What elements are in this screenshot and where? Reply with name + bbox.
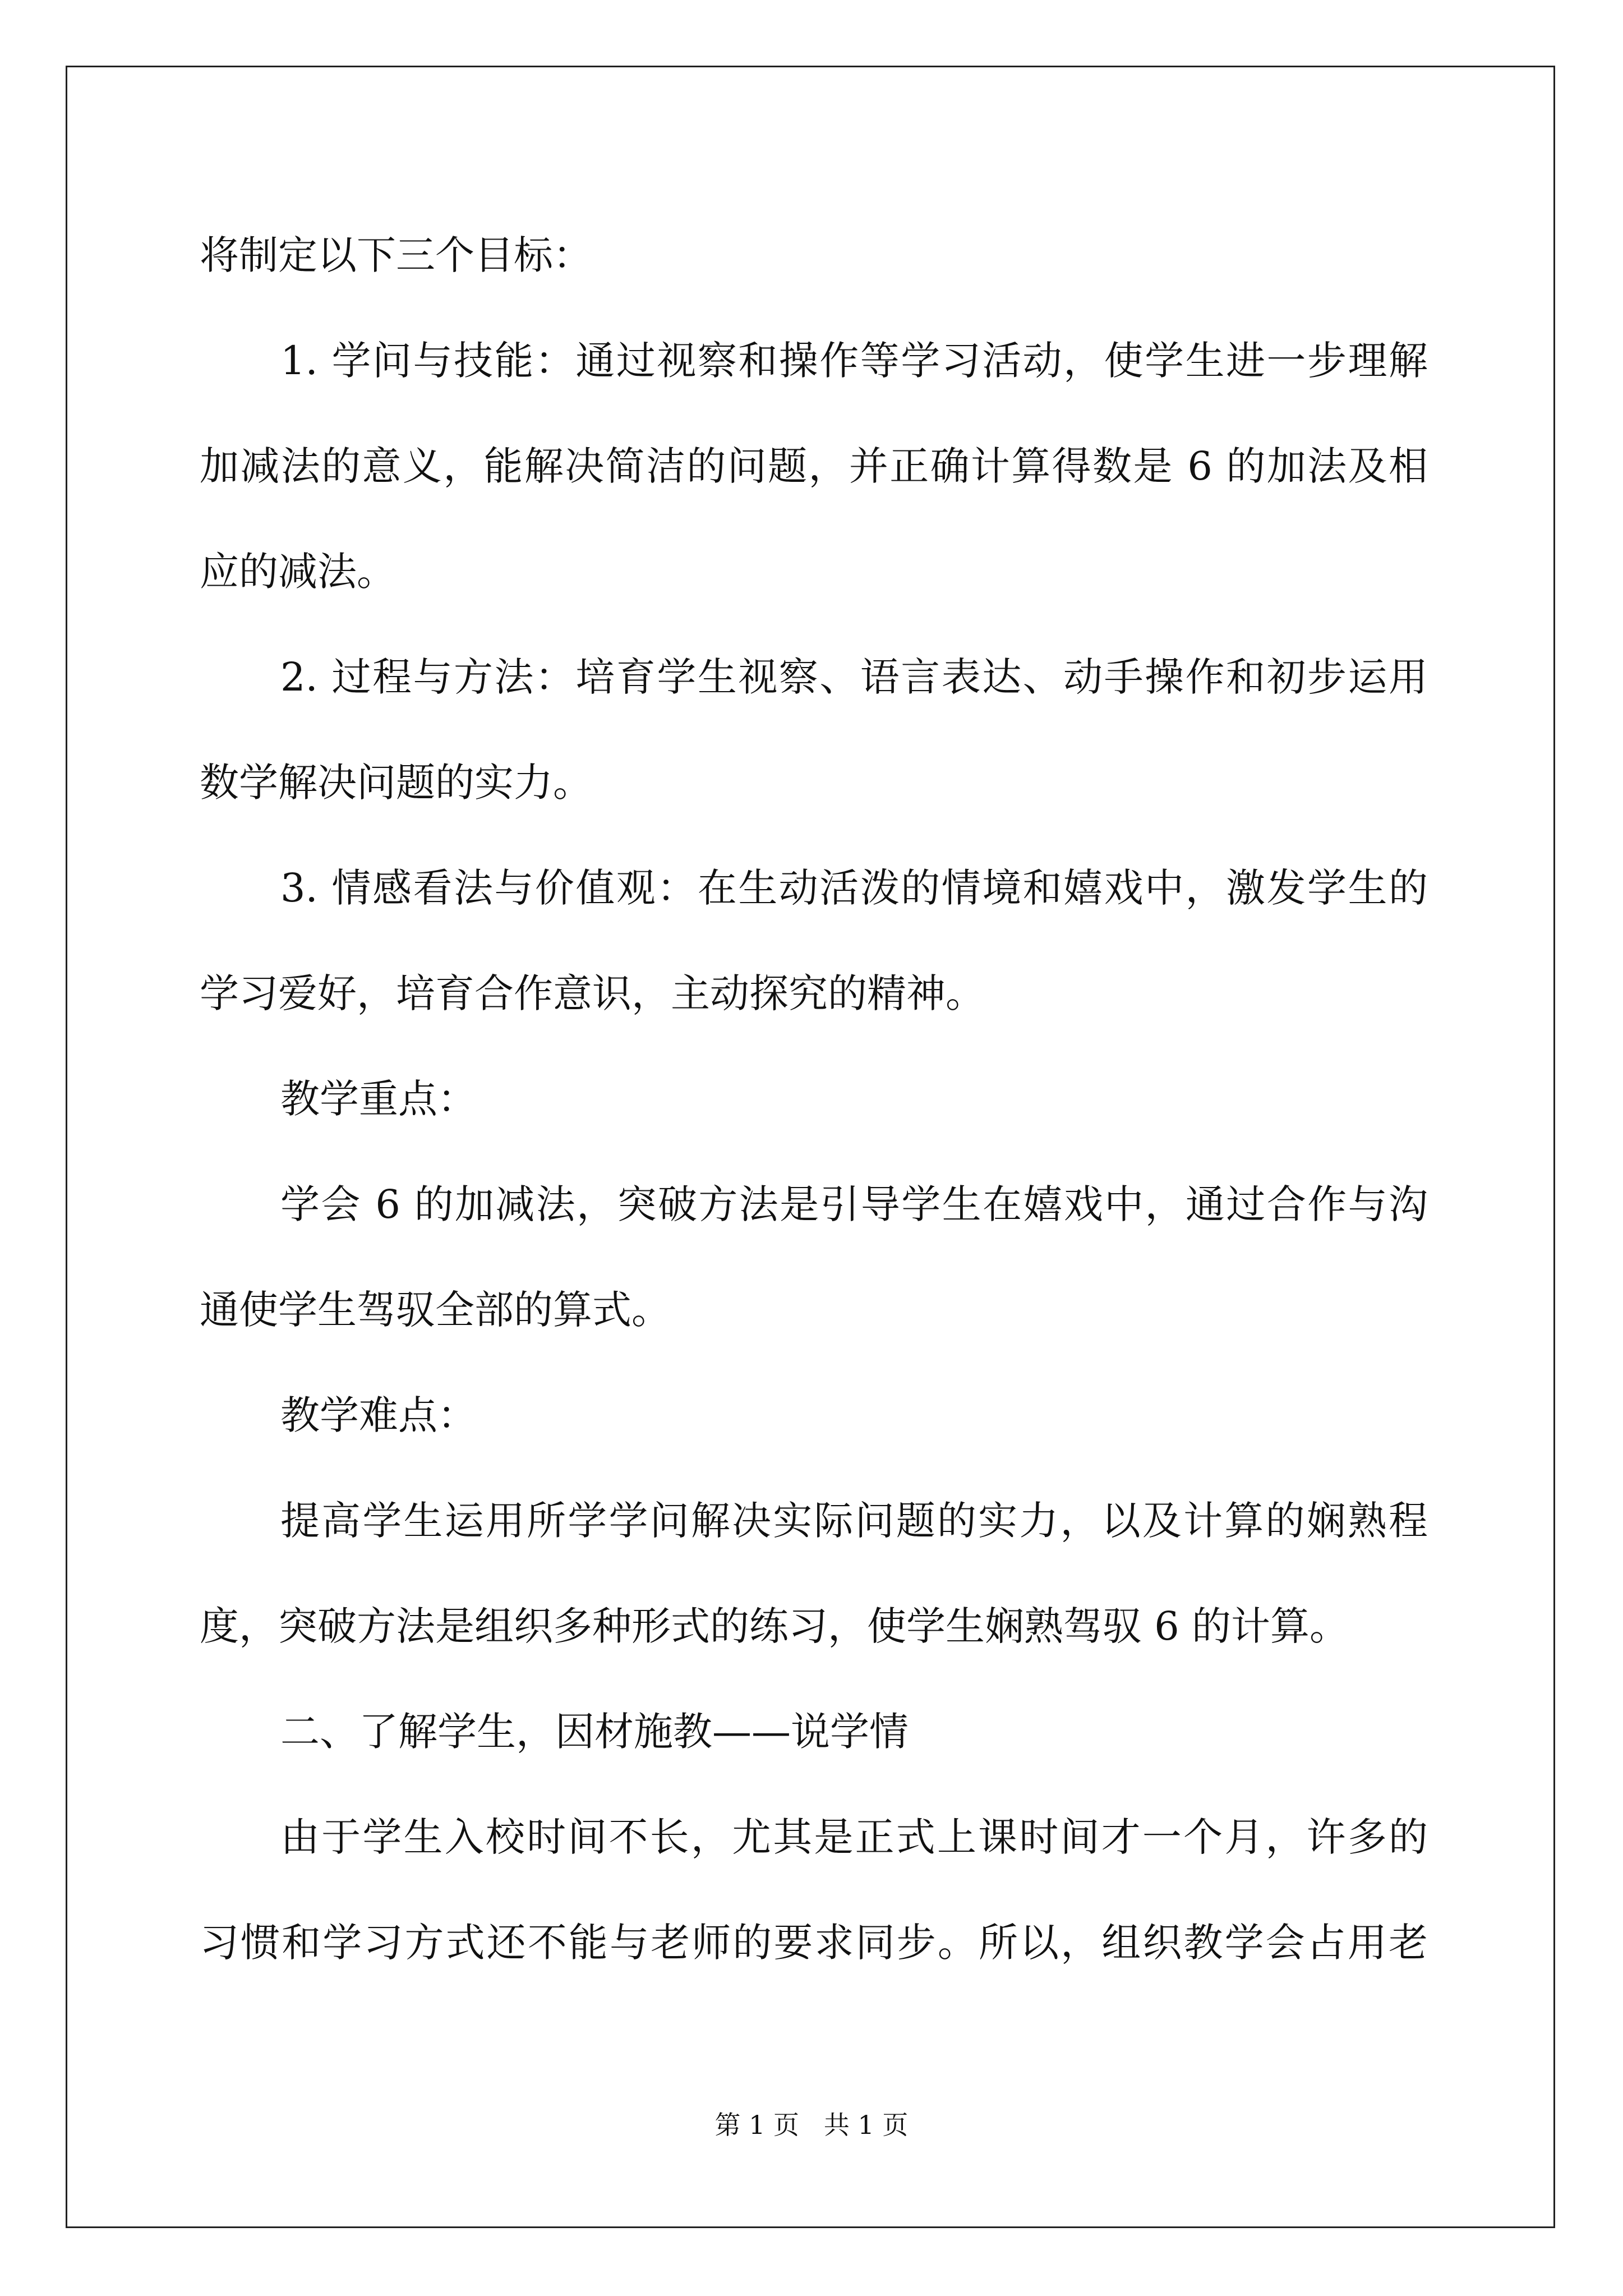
text-line: 通使学生驾驭全部的算式。 [200, 1287, 671, 1333]
section-heading: 二、了解学生，因材施教——说学情 [280, 1709, 909, 1755]
text-line: 2. 过程与方法：培育学生视察、语言表达、动手操作和初步运用 [280, 654, 1428, 700]
page-border [66, 66, 1555, 2228]
text-line: 度，突破方法是组织多种形式的练习，使学生娴熟驾驭 6 的计算。 [200, 1603, 1349, 1649]
text-line: 将制定以下三个目标： [200, 232, 592, 278]
text-line: 由于学生入校时间不长，尤其是正式上课时间才一个月，许多的 [280, 1814, 1428, 1860]
text-line: 3. 情感看法与价值观：在生动活泼的情境和嬉戏中，激发学生的 [280, 865, 1428, 911]
section-heading: 教学重点： [280, 1076, 477, 1122]
text-line: 习惯和学习方式还不能与老师的要求同步。所以，组织教学会占用老 [200, 1920, 1428, 1966]
text-line: 提高学生运用所学学问解决实际问题的实力，以及计算的娴熟程 [280, 1498, 1428, 1544]
text-line: 应的减法。 [200, 549, 396, 595]
page-footer: 第 1 页 共 1 页 [714, 2110, 909, 2140]
text-line: 学习爱好，培育合作意识，主动探究的精神。 [200, 970, 985, 1016]
text-line: 学会 6 的加减法，突破方法是引导学生在嬉戏中，通过合作与沟 [280, 1181, 1428, 1227]
text-line: 1. 学问与技能：通过视察和操作等学习活动，使学生进一步理解 [280, 338, 1428, 384]
text-line: 加减法的意义，能解决简洁的问题，并正确计算得数是 6 的加法及相 [200, 443, 1428, 489]
text-line: 数学解决问题的实力。 [200, 760, 592, 806]
section-heading: 教学难点： [280, 1392, 477, 1438]
